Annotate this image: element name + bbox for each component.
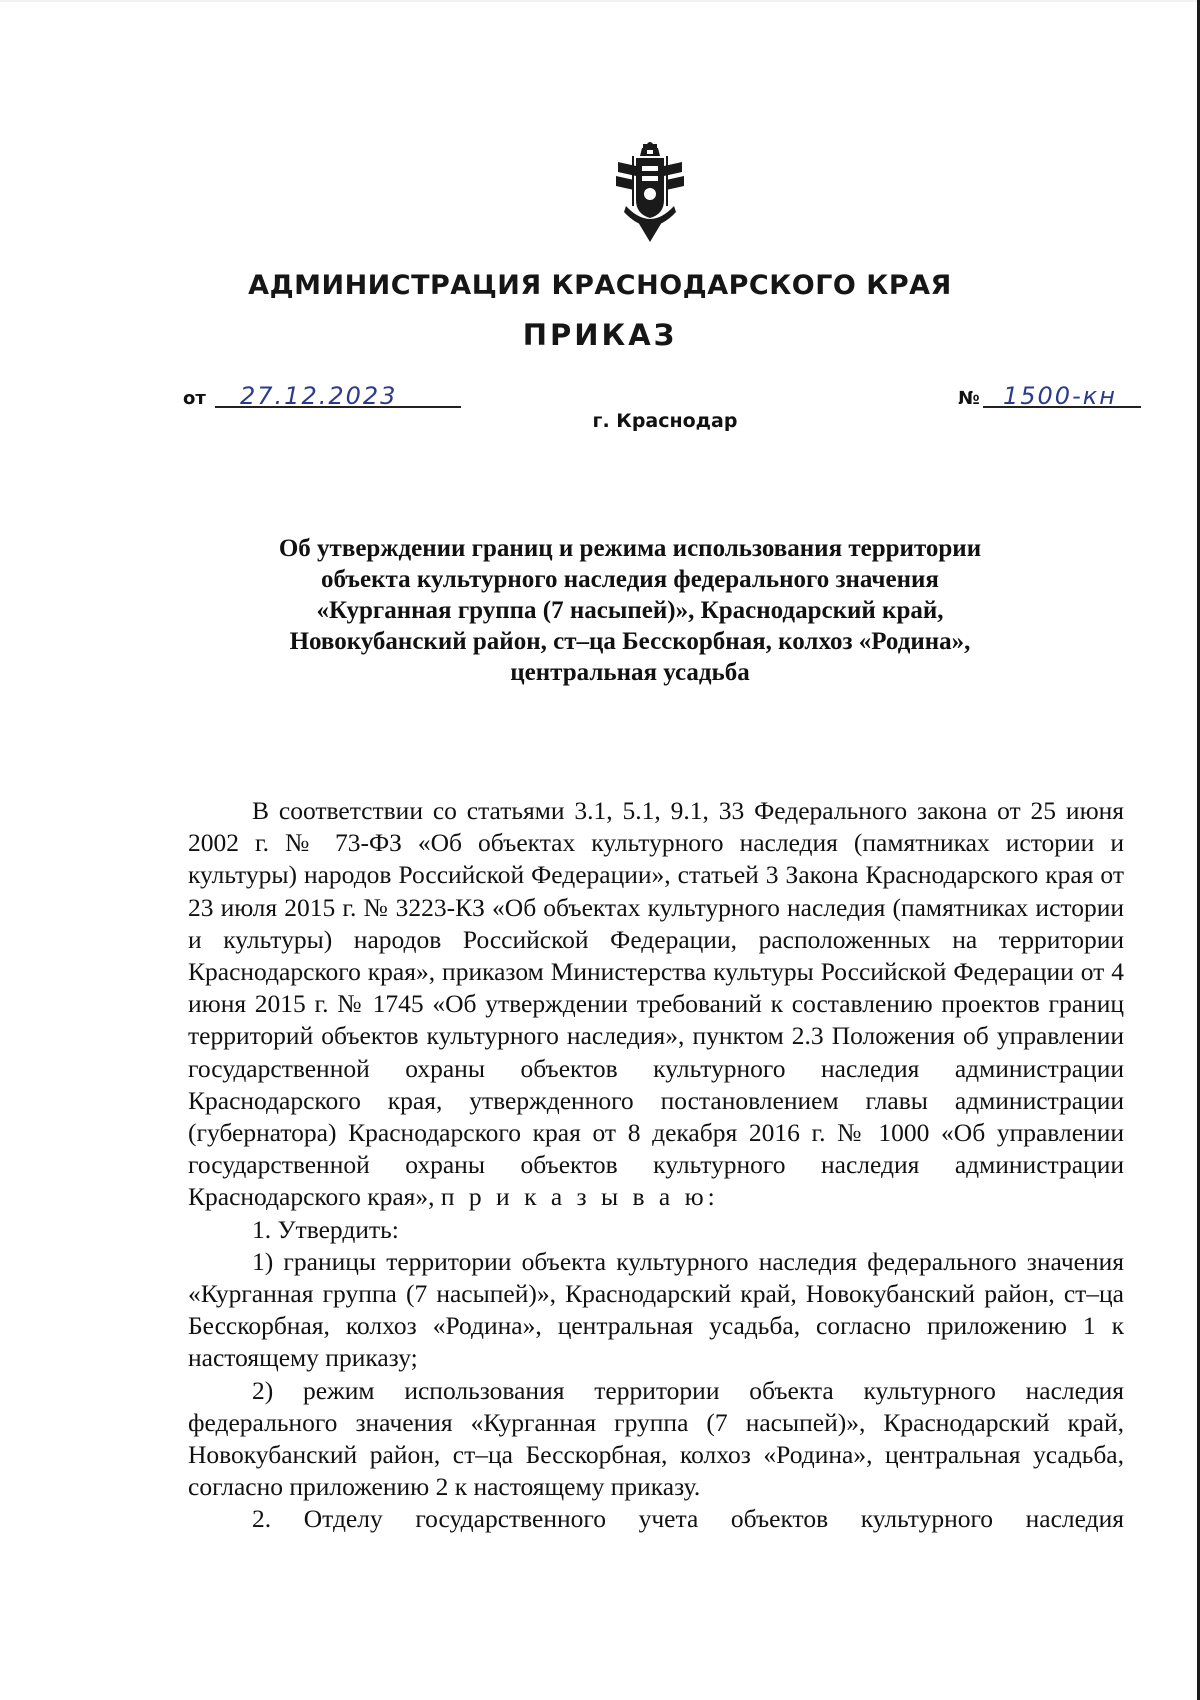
date-label: от bbox=[183, 388, 206, 409]
title-line: объекта культурного наследия федерального значения bbox=[321, 566, 939, 593]
title-line: центральная усадьба bbox=[510, 659, 750, 686]
document-body bbox=[188, 795, 1124, 1536]
document-title bbox=[200, 533, 1060, 688]
item-2: 2. Отделу государственного учета объектов культурного наследия bbox=[252, 1504, 1124, 1534]
scan-edge-top bbox=[0, 0, 1200, 2]
krasnodar-coat-of-arms-icon bbox=[612, 142, 688, 246]
organization-name: АДМИНИСТРАЦИЯ КРАСНОДАРСКОГО КРАЯ bbox=[248, 270, 952, 301]
order-word: п р и к а з ы в а ю: bbox=[440, 1182, 719, 1212]
preamble-paragraph bbox=[188, 795, 1124, 1214]
item-1-2: 2) режим использования территории объекта культурного наследия федерального значения «Курганная группа (7 насыпей)», Краснодарский край, Новокубанский район, ст–ца Бесскорбная, колхоз «Родина», центральная усадьба, согласно приложению 2 к настоящему приказу. bbox=[188, 1375, 1124, 1502]
item-1: 1. Утвердить: bbox=[252, 1214, 399, 1244]
date-value: 27.12.2023 bbox=[240, 382, 398, 410]
document-type: ПРИКАЗ bbox=[522, 318, 678, 352]
preamble-text: В соответствии со статьями 3.1, 5.1, 9.1, 33 Федерального закона от 25 июня 2002 г. № 73-ФЗ «Об объектах культурного наследия (памятниках истории и культуры) народов Российской Федерации», статьей 3 Закона Краснодарского края от 23 июля 2015 г. № 3223-КЗ «Об объектах культурного наследия (памятниках истории и культуры) народов Российской Федерации, расположенных на территории Краснодарского края», приказом Министерства культуры Российской Федерации от 4 июня 2015 г. № 1745 «Об утверждении требований к составлению проектов границ территорий объектов культурного наследия», пунктом 2.3 Положения об управлении государственной охраны объектов культурного наследия администрации Краснодарского края, утвержденного постановлением главы администрации (губернатора) Краснодарского края от 8 декабря 2016 г. № 1000 «Об управлении государственной охраны объектов культурного наследия администрации Краснодарского края», bbox=[188, 796, 1124, 1212]
title-line: Новокубанский район, ст–ца Бесскорбная, колхоз «Родина», bbox=[289, 628, 971, 655]
title-line: «Курганная группа (7 насыпей)», Краснодарский край, bbox=[316, 597, 944, 624]
title-line: Об утверждении границ и режима использования территории bbox=[278, 535, 982, 562]
number-value: 1500-кн bbox=[1003, 382, 1117, 410]
item-1-1: 1) границы территории объекта культурного наследия федерального значения «Курганная группа (7 насыпей)», Краснодарский край, Новокубанский район, ст–ца Бесскорбная, колхоз «Родина», центральная усадьба, согласно приложению 1 к настоящему приказу; bbox=[188, 1246, 1124, 1373]
city-name: г. Краснодар bbox=[592, 410, 738, 432]
number-label: № bbox=[958, 388, 980, 409]
